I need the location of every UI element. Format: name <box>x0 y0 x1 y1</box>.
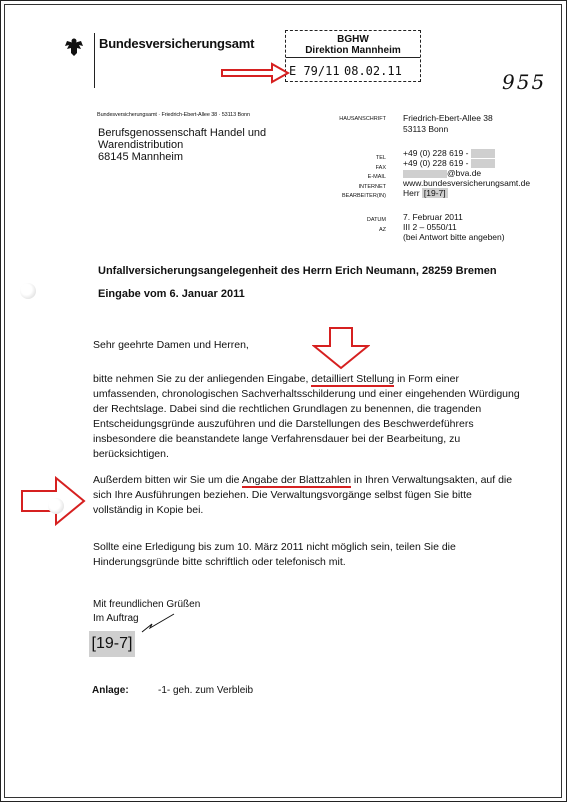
closing-greeting: Mit freundlichen Grüßen <box>93 599 201 610</box>
stamp-entry-number: E 79/11 <box>289 64 340 78</box>
label-address: HAUSANSCHRIFT <box>339 116 386 122</box>
value-email: @bva.de <box>447 168 482 178</box>
anlage-value: -1- geh. zum Verbleib <box>158 685 254 696</box>
value-clerk-prefix: Herr <box>403 188 420 198</box>
handwritten-page-number: 955 <box>502 70 547 94</box>
stamp-line2: Direktion Mannheim <box>305 45 401 56</box>
punch-hole-bottom <box>48 498 64 514</box>
label-email: E-MAIL <box>367 174 386 180</box>
para1-after: in Form einer umfassenden, chronologischen Sachverhaltsschilderung und einer eingehenden Würdigung der Rechtslage. Dabei sind die rechtlichen Grundlagen zu benennen, die tragenden Entscheidungsgründe auszuführen und die Darstellungen des Beschwerdeführers insbesondere die beanstandete lange Verfahrensdauer bei der Bearbeitung, zu berücksichtigen. <box>93 373 520 460</box>
label-internet: INTERNET <box>358 183 386 190</box>
organization-name: Bundesversicherungsamt <box>99 36 255 51</box>
value-address1: Friedrich-Ebert-Allee 38 <box>403 113 493 123</box>
info-values <box>403 113 530 242</box>
recipient-line1: Berufsgenossenschaft Handel und <box>98 127 267 139</box>
para1-highlight: detailliert Stellung <box>311 373 395 385</box>
value-clerk-ref: [19-7] <box>423 188 446 198</box>
value-address2: 53113 Bonn <box>403 124 449 134</box>
closing-im-auftrag: Im Auftrag <box>93 613 139 624</box>
para2-before: Außerdem bitten wir Sie um die <box>93 474 242 486</box>
stamp-date: 08.02.11 <box>344 64 402 78</box>
signature-redaction: [19-7] <box>89 631 135 657</box>
letter-eingabe: Eingabe vom 6. Januar 2011 <box>98 288 245 300</box>
value-internet: www.bundesversicherungsamt.de <box>403 178 531 188</box>
value-az-note: (bei Antwort bitte angeben) <box>403 232 505 242</box>
para2-highlight: Angabe der Blattzahlen <box>241 474 351 486</box>
redacted-fax <box>471 159 495 168</box>
label-clerk: BEARBEITER(IN) <box>341 193 386 199</box>
header-divider <box>94 33 95 88</box>
salutation: Sehr geehrte Damen und Herren, <box>93 339 249 351</box>
para2-after: in Ihren Verwaltungsakten, auf die sich Ihre Ausführungen beziehen. Die Verwaltungsvorgänge selbst fügen Sie bitte vollständig in Kopie bei. <box>93 474 513 516</box>
value-az: III 2 – 0550/11 <box>403 222 457 232</box>
label-az: AZ <box>378 227 386 233</box>
anlage-label: Anlage: <box>92 685 129 696</box>
recipient-address <box>98 127 266 163</box>
paragraph-3: Sollte eine Erledigung bis zum 10. März 2011 nicht möglich sein, teilen Sie die Hinderungsgründe bitte schriftlich oder telefonisch mit. <box>93 541 456 568</box>
value-fax: +49 (0) 228 619 - <box>403 158 469 168</box>
letter-subject: Unfallversicherungsangelegenheit des Herrn Erich Neumann, 28259 Bremen <box>98 265 497 277</box>
federal-eagle-logo <box>63 36 85 58</box>
value-date: 7. Februar 2011 <box>403 212 463 222</box>
stamp-divider <box>286 57 420 58</box>
info-labels <box>300 116 386 233</box>
paragraph-2 <box>93 473 523 518</box>
para1-before: bitte nehmen Sie zu der anliegenden Eingabe, <box>93 373 312 385</box>
label-fax: FAX <box>375 164 386 171</box>
sender-return-line: Bundesversicherungsamt · Friedrich-Ebert-Allee 38 · 53113 Bonn <box>97 112 250 118</box>
recipient-line3: 68145 Mannheim <box>98 151 184 163</box>
redacted-tel <box>471 149 495 158</box>
redacted-email <box>403 170 447 178</box>
signature-scribble-icon <box>140 612 176 634</box>
value-tel: +49 (0) 228 619 - <box>403 148 469 158</box>
paragraph-1 <box>93 372 523 462</box>
recipient-line2: Warendistribution <box>98 139 184 151</box>
punch-hole-top <box>20 283 36 299</box>
stamp-line1: BGHW <box>337 34 369 45</box>
label-tel: TEL <box>375 155 386 161</box>
receipt-stamp <box>285 30 421 82</box>
label-date: DATUM <box>366 217 386 223</box>
red-arrow-right-icon <box>220 62 290 84</box>
